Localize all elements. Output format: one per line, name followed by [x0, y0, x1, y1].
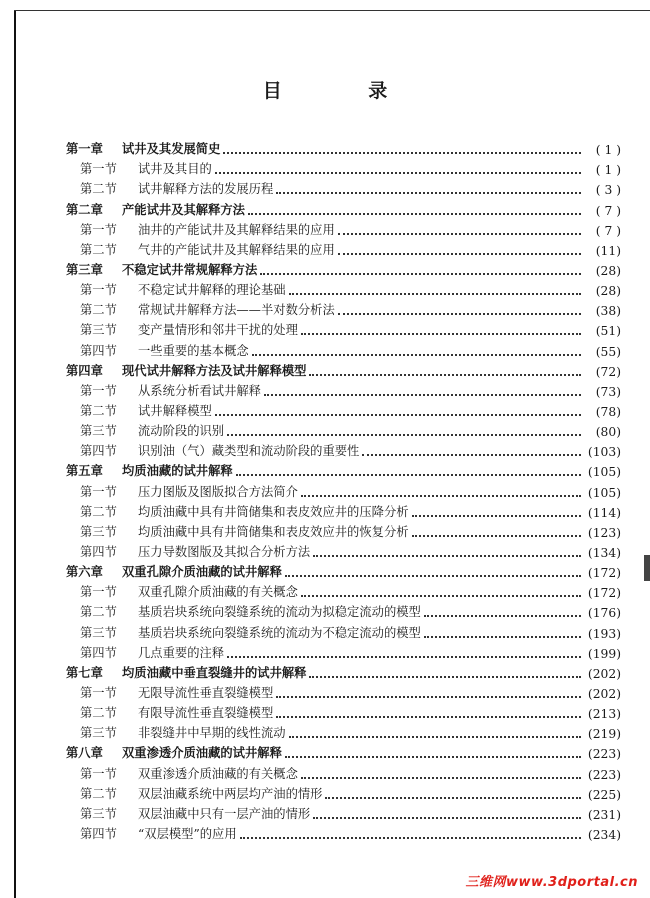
toc-entry-number: 第二章: [66, 201, 103, 217]
toc-entry-number: 第一节: [80, 222, 117, 237]
toc-entry-number: 第二节: [80, 403, 117, 418]
toc-dot-leader: [285, 746, 581, 758]
toc-dot-leader: [236, 464, 581, 476]
toc-section-row: [66, 681, 621, 701]
toc-entry-number: 第四节: [80, 826, 117, 841]
toc-section-row: [66, 157, 621, 177]
toc-entry-number: 第三节: [80, 323, 117, 338]
toc-entry-page: (51): [595, 324, 621, 339]
toc-section-row: [66, 761, 621, 781]
toc-dot-leader: [227, 424, 581, 436]
toc-section-row: [66, 177, 621, 197]
toc-dot-leader: [289, 283, 581, 295]
toc-section-row: [66, 500, 621, 520]
toc-section-row: [66, 238, 621, 258]
toc-entry-page: (123): [587, 525, 621, 540]
toc-entry-title: 双重孔隙介质油藏的有关概念: [138, 585, 298, 600]
toc-entry-page: (28): [595, 284, 621, 299]
toc-entry-title: 一些重要的基本概念: [138, 343, 249, 358]
toc-entry-title: 均质油藏的试井解释: [122, 463, 233, 479]
toc-entry-number: 第四章: [66, 362, 103, 378]
toc-entry-number: 第二节: [80, 706, 117, 721]
toc-section-row: [66, 278, 621, 298]
toc-entry-title: 有限导流性垂直裂缝模型: [138, 706, 274, 721]
toc-section-row: [66, 701, 621, 721]
toc-entry-title: 变产量情形和邻井干扰的处理: [138, 323, 298, 338]
toc-section-row: [66, 419, 621, 439]
toc-entry-number: 第四节: [80, 444, 117, 459]
toc-entry-number: 第三节: [80, 625, 117, 640]
toc-entry-title: 产能试井及其解释方法: [122, 201, 245, 217]
toc-dot-leader: [260, 263, 581, 275]
toc-entry-number: 第二节: [80, 242, 117, 257]
toc-chapter-row: [66, 741, 621, 761]
toc-entry-page: (72): [595, 364, 621, 379]
toc-dot-leader: [276, 182, 581, 194]
toc-section-row: [66, 802, 621, 822]
toc-dot-leader: [412, 505, 581, 517]
toc-entry-page: ( 7 ): [595, 203, 621, 218]
toc-entry-title: 双层油藏中只有一层产油的情形: [138, 806, 311, 821]
toc-entry-page: (176): [587, 606, 621, 621]
toc-dot-leader: [248, 203, 581, 215]
toc-entry-number: 第一节: [80, 685, 117, 700]
page-border-top: [14, 10, 650, 11]
toc-entry-title: 现代试井解释方法及试井解释模型: [122, 362, 307, 378]
toc-dot-leader: [301, 323, 581, 335]
toc-dot-leader: [301, 585, 581, 597]
watermark: 三维网www.3dportal.cn: [465, 875, 638, 890]
toc-entry-title: 几点重要的注释: [138, 645, 225, 660]
toc-chapter-row: [66, 459, 621, 479]
toc-dot-leader: [309, 666, 581, 678]
toc-section-row: [66, 520, 621, 540]
toc-entry-number: 第三节: [80, 424, 117, 439]
toc-dot-leader: [276, 706, 581, 718]
toc-entry-title: 压力图版及图版拟合方法简介: [138, 484, 298, 499]
toc-section-row: [66, 580, 621, 600]
toc-entry-page: (172): [587, 566, 621, 581]
toc-dot-leader: [227, 646, 581, 658]
toc-entry-title: 不稳定试井常规解释方法: [122, 261, 258, 277]
toc-chapter-row: [66, 258, 621, 278]
toc-entry-page: (193): [587, 626, 621, 641]
toc-entry-title: 均质油藏中垂直裂缝井的试井解释: [122, 664, 307, 680]
toc-entry-number: 第二节: [80, 182, 117, 197]
toc-section-row: [66, 379, 621, 399]
toc-dot-leader: [215, 162, 581, 174]
toc-dot-leader: [223, 142, 581, 154]
toc-entry-number: 第八章: [66, 745, 103, 761]
toc-entry-title: 从系统分析看试井解释: [138, 383, 261, 398]
toc-dot-leader: [252, 344, 581, 356]
toc-entry-page: (213): [587, 707, 621, 722]
toc-entry-number: 第一节: [80, 766, 117, 781]
toc-entry-number: 第一节: [80, 283, 117, 298]
toc-entry-number: 第二节: [80, 303, 117, 318]
toc-section-row: [66, 479, 621, 499]
toc-entry-number: 第四节: [80, 645, 117, 660]
toc-entry-page: (80): [595, 425, 621, 440]
toc-entry-number: 第一节: [80, 383, 117, 398]
toc-dot-leader: [313, 545, 581, 557]
toc-entry-page: (234): [587, 827, 621, 842]
toc-dot-leader: [240, 827, 581, 839]
toc-entry-title: 试井解释方法的发展历程: [138, 182, 274, 197]
toc-section-row: [66, 822, 621, 842]
page-border-left: [14, 10, 16, 898]
toc-section-row: [66, 318, 621, 338]
toc-entry-title: 流动阶段的识别: [138, 424, 225, 439]
toc-entry-title: 非裂缝井中早期的线性流动: [138, 726, 286, 741]
toc-dot-leader: [285, 565, 581, 577]
toc-entry-title: 均质油藏中具有井筒储集和表皮效应井的恢复分析: [138, 524, 409, 539]
toc-dot-leader: [313, 807, 581, 819]
toc-entry-page: (105): [587, 485, 621, 500]
toc-entry-number: 第三节: [80, 726, 117, 741]
toc-section-row: [66, 641, 621, 661]
toc-entry-page: (202): [587, 686, 621, 701]
toc-entry-number: 第三章: [66, 261, 103, 277]
toc-entry-title: 均质油藏中具有井筒储集和表皮效应井的压降分析: [138, 504, 409, 519]
toc-entry-title: “双层模型”的应用: [138, 826, 237, 841]
toc-entry-title: 气井的产能试井及其解释结果的应用: [138, 242, 335, 257]
toc-dot-leader: [215, 404, 581, 416]
toc-dot-leader: [325, 787, 581, 799]
toc-dot-leader: [264, 384, 581, 396]
table-of-contents: [66, 137, 621, 842]
scan-edge-mark: [644, 555, 650, 581]
toc-dot-leader: [301, 485, 581, 497]
toc-dot-leader: [276, 686, 581, 698]
toc-section-row: [66, 399, 621, 419]
toc-entry-page: (105): [587, 465, 621, 480]
toc-section-row: [66, 782, 621, 802]
toc-entry-title: 双层油藏系统中两层均产油的情形: [138, 786, 323, 801]
toc-entry-page: (223): [587, 747, 621, 762]
toc-dot-leader: [362, 444, 581, 456]
toc-entry-page: (219): [587, 727, 621, 742]
toc-entry-page: (134): [587, 545, 621, 560]
toc-entry-page: (172): [587, 586, 621, 601]
toc-chapter-row: [66, 661, 621, 681]
toc-chapter-row: [66, 137, 621, 157]
toc-entry-page: (231): [587, 807, 621, 822]
toc-section-row: [66, 620, 621, 640]
toc-entry-page: (78): [595, 404, 621, 419]
toc-entry-number: 第一节: [80, 585, 117, 600]
toc-entry-page: (114): [587, 505, 621, 520]
toc-dot-leader: [424, 626, 581, 638]
toc-entry-page: (38): [595, 304, 621, 319]
toc-entry-title: 双重孔隙介质油藏的试井解释: [122, 564, 282, 580]
toc-entry-title: 不稳定试井解释的理论基础: [138, 283, 286, 298]
toc-entry-page: (225): [587, 787, 621, 802]
toc-entry-title: 双重渗透介质油藏的试井解释: [122, 745, 282, 761]
toc-entry-page: (223): [587, 767, 621, 782]
toc-dot-leader: [424, 605, 581, 617]
toc-entry-number: 第一节: [80, 484, 117, 499]
toc-chapter-row: [66, 560, 621, 580]
toc-entry-title: 试井及其发展简史: [122, 141, 221, 157]
toc-entry-number: 第二节: [80, 605, 117, 620]
toc-dot-leader: [289, 726, 581, 738]
toc-chapter-row: [66, 359, 621, 379]
toc-entry-page: ( 3 ): [595, 183, 621, 198]
toc-entry-number: 第六章: [66, 564, 103, 580]
toc-dot-leader: [338, 303, 581, 315]
toc-dot-leader: [338, 223, 581, 235]
toc-entry-title: 常规试井解释方法——半对数分析法: [138, 303, 335, 318]
toc-section-row: [66, 338, 621, 358]
toc-entry-title: 基质岩块系统向裂缝系统的流动为拟稳定流动的模型: [138, 605, 421, 620]
toc-entry-title: 双重渗透介质油藏的有关概念: [138, 766, 298, 781]
toc-section-row: [66, 600, 621, 620]
toc-section-row: [66, 721, 621, 741]
toc-section-row: [66, 298, 621, 318]
toc-entry-page: (11): [595, 243, 621, 258]
toc-section-row: [66, 439, 621, 459]
toc-entry-number: 第二节: [80, 786, 117, 801]
toc-entry-page: (199): [587, 646, 621, 661]
toc-dot-leader: [338, 243, 581, 255]
toc-entry-title: 试井解释模型: [138, 403, 212, 418]
toc-entry-title: 试井及其目的: [138, 162, 212, 177]
toc-entry-page: (28): [595, 263, 621, 278]
toc-entry-number: 第四节: [80, 544, 117, 559]
toc-entry-page: (73): [595, 384, 621, 399]
toc-entry-title: 油井的产能试井及其解释结果的应用: [138, 222, 335, 237]
toc-entry-number: 第五章: [66, 463, 103, 479]
toc-entry-number: 第四节: [80, 343, 117, 358]
toc-entry-number: 第七章: [66, 664, 103, 680]
toc-entry-page: (103): [587, 445, 621, 460]
toc-entry-number: 第一节: [80, 162, 117, 177]
toc-dot-leader: [309, 364, 581, 376]
toc-entry-page: (55): [595, 344, 621, 359]
page-title: 目 录: [262, 80, 428, 102]
toc-entry-title: 无限导流性垂直裂缝模型: [138, 685, 274, 700]
toc-entry-number: 第三节: [80, 524, 117, 539]
toc-entry-page: (202): [587, 666, 621, 681]
toc-entry-title: 识别油（气）藏类型和流动阶段的重要性: [138, 444, 360, 459]
toc-entry-title: 压力导数图版及其拟合分析方法: [138, 544, 311, 559]
toc-entry-number: 第一章: [66, 141, 103, 157]
toc-entry-title: 基质岩块系统向裂缝系统的流动为不稳定流动的模型: [138, 625, 421, 640]
toc-section-row: [66, 218, 621, 238]
toc-entry-page: ( 1 ): [595, 143, 621, 158]
toc-dot-leader: [412, 525, 581, 537]
toc-entry-number: 第二节: [80, 504, 117, 519]
toc-dot-leader: [301, 767, 581, 779]
toc-entry-page: ( 1 ): [595, 163, 621, 178]
toc-section-row: [66, 540, 621, 560]
toc-entry-page: ( 7 ): [595, 223, 621, 238]
toc-entry-number: 第三节: [80, 806, 117, 821]
toc-chapter-row: [66, 197, 621, 217]
